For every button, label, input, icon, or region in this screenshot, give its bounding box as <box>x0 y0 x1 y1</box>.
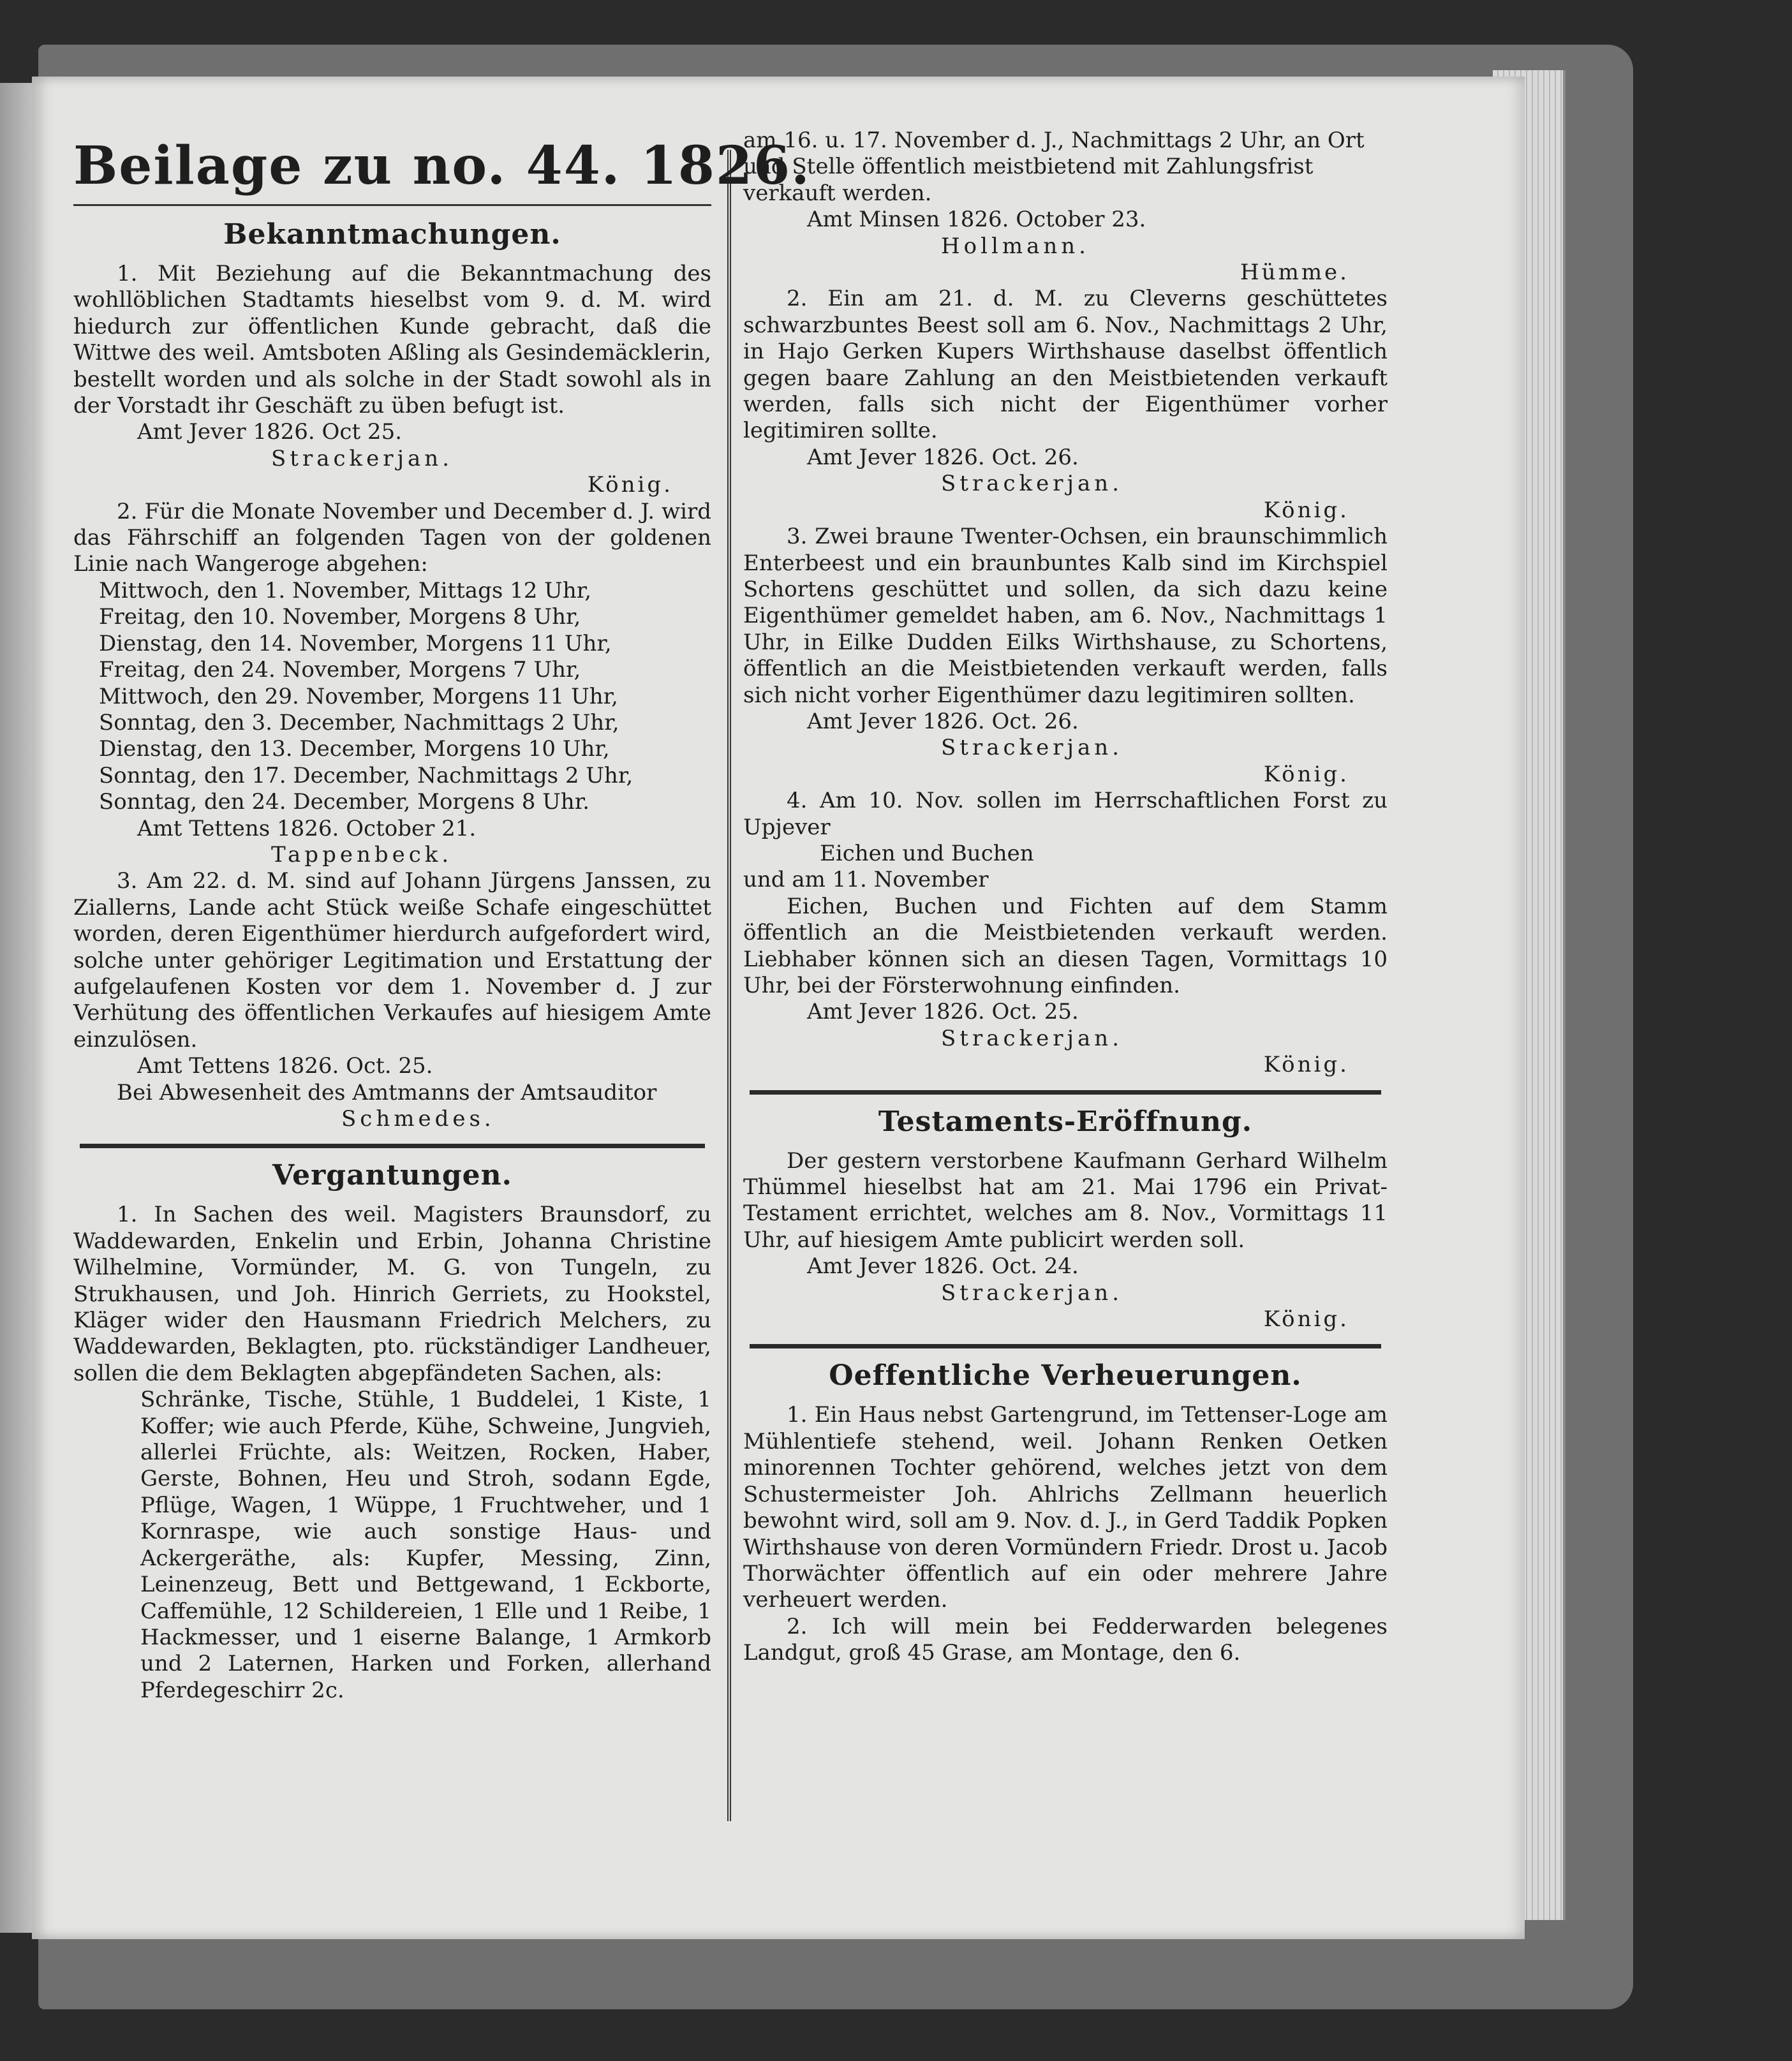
section-rule <box>80 1144 705 1148</box>
schedule-line: Dienstag, den 13. December, Morgens 10 Uhr, <box>99 736 610 762</box>
section-rule <box>750 1090 1381 1095</box>
testament-text: Der gestern verstorbene Kaufmann Gerhard Wilhelm Thümmel hieselbst hat am 21. Mai 1796 ein Privat-Testament errichtet, welches am 8. Nov., Vormittags 11 Uhr, auf hiesigem Amte publicirt werden soll. <box>743 1148 1388 1253</box>
auction-1-signature-1: Hollmann. <box>941 233 1090 259</box>
notice-2-date: Amt Tettens 1826. October 21. <box>137 815 477 841</box>
schedule-line: Sonntag, den 3. December, Nachmittags 2 Uhr, <box>99 709 619 735</box>
testament-date: Amt Jever 1826. Oct. 24. <box>807 1253 1079 1280</box>
schedule-line: Dienstag, den 14. November, Morgens 11 Uhr, <box>99 630 612 656</box>
section-heading-testaments: Testaments-Eröffnung. <box>878 1105 1253 1138</box>
section-rule <box>750 1344 1381 1348</box>
auction-1-text: 1. In Sachen des weil. Magisters Braunsdorf, zu Waddewarden, Enkelin und Erbin, Johanna Christine Wilhelmine, Vormünder, M. G. von Tungeln, zu Strukhausen, und Joh. Hinrich Gerriets, zu Hookstel, Kläger wider den Hausmann Friedrich Melchers, zu Waddewarden, Beklagten, pto. rückständiger Landheuer, sollen die dem Beklagten abgepfändeten Sachen, als: <box>73 1202 711 1386</box>
notice-3-date: Amt Tettens 1826. Oct. 25. <box>137 1053 433 1079</box>
auction-2-date: Amt Jever 1826. Oct. 26. <box>807 444 1079 470</box>
section-heading-bekanntmachungen: Bekanntmachungen. <box>223 218 561 251</box>
auction-4-signature-1: Strackerjan. <box>941 1025 1123 1051</box>
auction-1-date: Amt Minsen 1826. October 23. <box>807 207 1146 233</box>
schedule-line: Freitag, den 24. November, Morgens 7 Uhr, <box>99 657 581 683</box>
schedule-line: Freitag, den 10. November, Morgens 8 Uhr, <box>99 604 581 630</box>
testament-signature-1: Strackerjan. <box>941 1280 1123 1306</box>
notice-2-intro: 2. Für die Monate November und December d. J. wird das Fährschiff an folgenden Tagen von der goldenen Linie nach Wangeroge abgehen: <box>73 498 711 577</box>
auction-1-item-list: Schränke, Tische, Stühle, 1 Buddelei, 1 Kiste, 1 Koffer; wie auch Pferde, Kühe, Schweine, Jungvieh, allerlei Früchte, als: Weitzen, Rocken, Haber, Gerste, Bohnen, Heu und Stroh, sodann Egde, Pflüge, Wagen, 1 Wüppe, 1 Fruchtweher, und 1 Kornraspe, wie auch sonstige Haus- und Ackergeräthe, als: Kupfer, Messing, Zinn, Leinenzeug, Bett und Bettgewand, 1 Eckborte, Caffemühle, 12 Schildereien, 1 Elle und 1 Reibe, 1 Hackmesser, und 1 eiserne Balange, 1 Armkorb und 2 Laternen, Harken und Forken, allerhand Pferdegeschirr 2c. <box>140 1387 711 1703</box>
auction-3-signature-1: Strackerjan. <box>941 735 1123 761</box>
newspaper-page <box>32 77 1525 1939</box>
auction-3-text: 3. Zwei braune Twenter-Ochsen, ein braunschimmlich Enterbeest und ein braunbuntes Kalb sind im Kirchspiel Schortens geschüttet und sollen, da sich dazu keine Eigenthümer gemeldet haben, am 6. Nov., Nachmittags 1 Uhr, in Eilke Dudden Eilks Wirthshause, zu Schortens, öffentlich an die Meistbietenden verkauft werden, falls sich nicht vorher Eigenthümer dazu legitimiren sollten. <box>743 524 1388 708</box>
auction-4-text-b: Eichen und Buchen <box>820 840 1034 866</box>
auction-3-signature-2: König. <box>1263 761 1349 787</box>
left-column <box>73 128 811 1704</box>
right-column <box>743 128 1388 1667</box>
auction-1-continuation: am 16. u. 17. November d. J., Nachmittags 2 Uhr, an Ort und Stelle öffentlich meistbietend mit Zahlungsfrist verkauft werden. <box>743 128 1365 206</box>
auction-4-text-c: und am 11. November <box>743 867 989 893</box>
section-heading-verheuerungen: Oeffentliche Verheuerungen. <box>829 1359 1302 1392</box>
schedule-line: Sonntag, den 24. December, Morgens 8 Uhr. <box>99 789 590 815</box>
lease-1-text: 1. Ein Haus nebst Gartengrund, im Tettenser-Loge am Mühlentiefe stehend, weil. Johann Renken Oetken minorennen Tochter gehörend, welches jetzt von dem Schustermeister Joh. Ahlrichs Zellmann heuerlich bewohnt wird, soll am 9. Nov. d. J., in Gerd Taddik Popken Wirthshause von deren Vormündern Friedr. Drost u. Jacob Thorwächter öffentlich auf ein oder mehrere Jahre verheuert werden. <box>743 1402 1388 1613</box>
auction-4-date: Amt Jever 1826. Oct. 25. <box>807 999 1079 1025</box>
notice-3-text: 3. Am 22. d. M. sind auf Johann Jürgens Janssen, zu Ziallerns, Lande acht Stück weiße Schafe eingeschüttet worden, deren Eigenthümer hierdurch aufgefordert wird, solche unter gehöriger Legitimation und Erstattung der aufgelaufenen Kosten vor dem 1. November d. J zur Verhütung des öffentlichen Verkaufes auf hiesigem Amte einzulösen. <box>73 868 711 1053</box>
notice-1-signature-2: König. <box>587 472 673 498</box>
section-heading-vergantungen: Vergantungen. <box>272 1159 512 1192</box>
masthead: Beilage zu no. 44. 1826. <box>73 128 711 206</box>
notice-3-absence-line: Bei Abwesenheit des Amtmanns der Amtsauditor <box>117 1079 657 1105</box>
auction-4-text-d: Eichen, Buchen und Fichten auf dem Stamm öffentlich an die Meistbietenden verkauft werden. Liebhaber können sich an diesen Tagen, Vormittags 10 Uhr, bei der Försterwohnung einfinden. <box>743 893 1388 998</box>
auction-2-text: 2. Ein am 21. d. M. zu Cleverns geschüttetes schwarzbuntes Beest soll am 6. Nov., Nachmittags 2 Uhr, in Hajo Gerken Kupers Wirthshause daselbst öffentlich gegen baare Zahlung an den Meistbietenden verkauft werden, falls sich nicht der Eigenthümer vorher legitimiren sollte. <box>743 286 1388 444</box>
notice-3-signature: Schmedes. <box>341 1106 495 1132</box>
schedule-line: Mittwoch, den 1. November, Mittags 12 Uhr, <box>99 577 592 603</box>
lease-2-text: 2. Ich will mein bei Fedderwarden belegenes Landgut, groß 45 Grase, am Montage, den 6. <box>743 1613 1388 1666</box>
notice-1-text: 1. Mit Beziehung auf die Bekanntmachung des wohllöblichen Stadtamts hieselbst vom 9. d. M. wird hiedurch zur öffentlichen Kunde gebracht, daß die Wittwe des weil. Amtsboten Aßling als Gesindemäcklerin, bestellt worden und als solche in der Stadt sowohl als in der Vorstadt ihr Geschäft zu üben befugt ist. <box>73 261 711 419</box>
auction-2-signature-2: König. <box>1263 497 1349 523</box>
notice-2-signature: Tappenbeck. <box>271 841 453 868</box>
testament-signature-2: König. <box>1263 1306 1349 1333</box>
auction-1-signature-2: Hümme. <box>1240 260 1349 286</box>
notice-1-signature-1: Strackerjan. <box>271 445 454 471</box>
notice-1-date: Amt Jever 1826. Oct 25. <box>137 419 403 445</box>
auction-2-signature-1: Strackerjan. <box>941 471 1123 497</box>
auction-4-text-a: 4. Am 10. Nov. sollen im Herrschaftlichen Forst zu Upjever <box>743 788 1388 840</box>
column-divider <box>727 150 731 1821</box>
ferry-schedule <box>99 578 711 816</box>
auction-3-date: Amt Jever 1826. Oct. 26. <box>807 708 1079 734</box>
schedule-line: Mittwoch, den 29. November, Morgens 11 Uhr, <box>99 683 618 709</box>
auction-4-signature-2: König. <box>1263 1052 1349 1078</box>
schedule-line: Sonntag, den 17. December, Nachmittags 2 Uhr, <box>99 762 633 788</box>
